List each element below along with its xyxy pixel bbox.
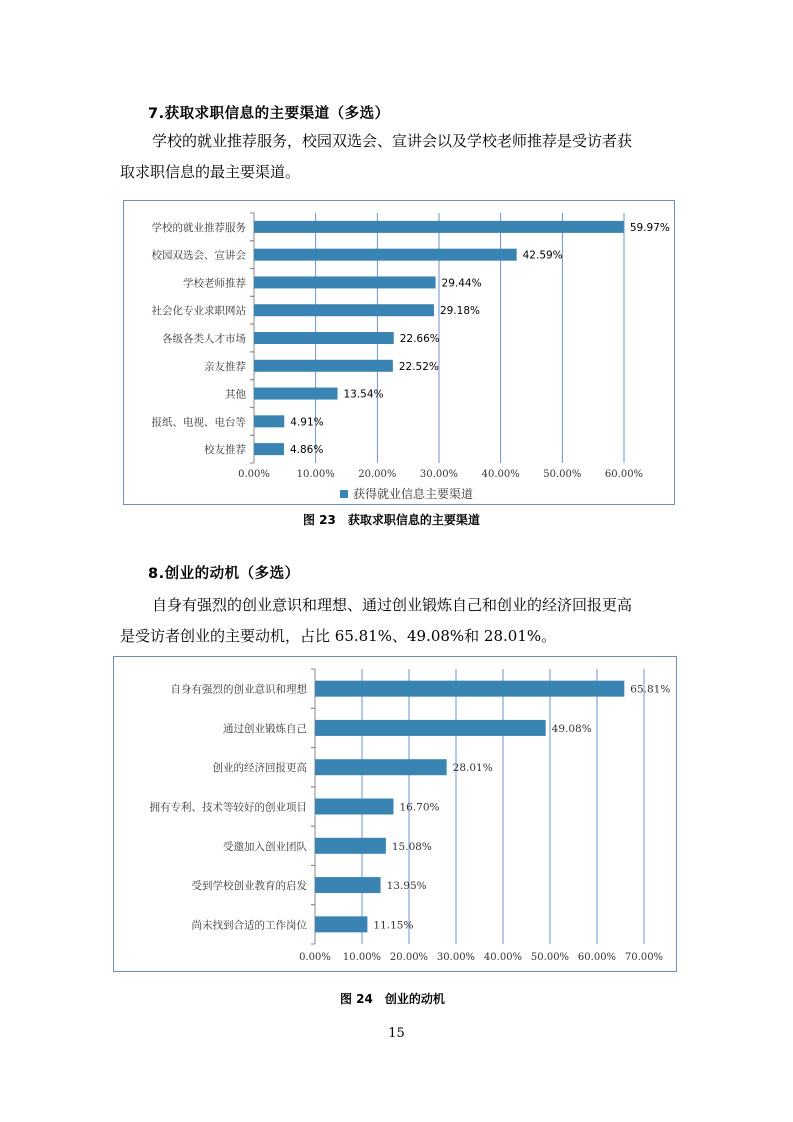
category-label: 自身有强烈的创业意识和理想 — [170, 683, 307, 696]
category-label: 校友推荐 — [204, 444, 246, 457]
category-label: 通过创业锻炼自己 — [223, 722, 307, 735]
bar — [254, 276, 436, 288]
bar — [254, 360, 393, 372]
bar — [315, 720, 546, 736]
x-tick-label: 0.00% — [299, 952, 331, 963]
legend-label: 获得就业信息主要渠道 — [353, 487, 474, 501]
x-tick-label: 70.00% — [624, 952, 664, 963]
category-label: 校园双选会、宣讲会 — [151, 249, 246, 262]
data-label: 15.08% — [391, 840, 432, 853]
bar — [254, 415, 284, 427]
chart-24-svg — [114, 657, 676, 971]
bar — [315, 681, 624, 697]
paragraph-line: 自身有强烈的创业意识和理想、通过创业锻炼自己和创业的经济回报更高 — [152, 596, 633, 614]
x-tick-label: 30.00% — [436, 952, 476, 963]
category-label: 学校的就业推荐服务 — [151, 221, 246, 234]
data-label: 4.91% — [290, 416, 324, 429]
data-label: 42.59% — [522, 249, 563, 262]
x-tick-label: 0.00% — [238, 469, 270, 480]
data-label: 16.70% — [399, 801, 440, 814]
legend-swatch — [340, 490, 348, 498]
bar — [254, 332, 394, 344]
category-label: 学校老师推荐 — [183, 277, 246, 290]
chart-23-svg — [124, 201, 674, 504]
category-label: 尚未找到合适的工作岗位 — [191, 919, 307, 932]
figure-23-caption: 图 23 获取求职信息的主要渠道 — [303, 513, 480, 527]
category-label: 报纸、电视、电台等 — [151, 416, 246, 429]
data-label: 11.15% — [373, 919, 414, 932]
chart-24 — [113, 656, 677, 972]
category-label: 各级各类人才市场 — [162, 333, 246, 345]
data-label: 49.08% — [551, 722, 592, 735]
category-label: 拥有专利、技术等较好的创业项目 — [149, 801, 307, 814]
section-8-heading: 8.创业的动机（多选） — [148, 566, 300, 582]
category-label: 亲友推荐 — [204, 360, 246, 373]
x-tick-label: 20.00% — [358, 469, 397, 480]
data-label: 13.95% — [386, 880, 427, 893]
chart-23 — [123, 200, 675, 505]
category-label: 受到学校创业教育的启发 — [191, 880, 307, 893]
x-tick-label: 10.00% — [342, 952, 382, 963]
x-tick-label: 50.00% — [543, 469, 582, 480]
bar — [315, 838, 386, 854]
data-label: 59.97% — [629, 221, 670, 234]
bar — [254, 388, 337, 400]
section-8-paragraph — [120, 590, 680, 652]
x-tick-label: 30.00% — [419, 469, 459, 480]
data-label: 29.18% — [439, 305, 480, 318]
x-tick-label: 20.00% — [389, 952, 429, 963]
paragraph-line: 学校的就业推荐服务，校园双选会、宣讲会以及学校老师推荐是受访者获 — [152, 132, 633, 150]
bar — [315, 877, 381, 893]
bar — [254, 443, 284, 455]
figure-24-caption: 图 24 创业的动机 — [340, 992, 445, 1006]
x-tick-label: 40.00% — [481, 469, 520, 480]
data-label: 65.81% — [630, 683, 671, 696]
x-tick-label: 50.00% — [530, 952, 570, 963]
category-label: 创业的经济回报更高 — [212, 762, 307, 775]
section-7-paragraph — [120, 126, 680, 188]
data-label: 13.54% — [343, 388, 384, 401]
bar — [315, 799, 393, 815]
bar — [254, 221, 624, 233]
paragraph-line: 是受访者创业的主要动机，占比 65.81%、49.08%和 28.01%。 — [120, 627, 557, 645]
category-label: 社会化专业求职网站 — [151, 305, 246, 318]
data-label: 22.52% — [398, 360, 439, 373]
bar — [315, 759, 447, 775]
section-7-heading: 7.获取求职信息的主要渠道（多选） — [148, 106, 390, 122]
paragraph-line: 取求职信息的最主要渠道。 — [120, 163, 301, 181]
x-tick-label: 60.00% — [604, 469, 644, 480]
bar — [254, 304, 434, 316]
x-tick-label: 10.00% — [296, 469, 335, 480]
data-label: 22.66% — [399, 333, 440, 345]
data-label: 29.44% — [441, 277, 482, 290]
category-label: 其他 — [225, 388, 246, 401]
bar — [315, 916, 367, 932]
bar — [254, 249, 517, 261]
x-tick-label: 40.00% — [483, 952, 523, 963]
page-number: 15 — [388, 1026, 405, 1041]
data-label: 28.01% — [452, 762, 493, 775]
data-label: 4.86% — [289, 444, 324, 457]
category-label: 受邀加入创业团队 — [223, 840, 307, 853]
x-tick-label: 60.00% — [577, 952, 617, 963]
